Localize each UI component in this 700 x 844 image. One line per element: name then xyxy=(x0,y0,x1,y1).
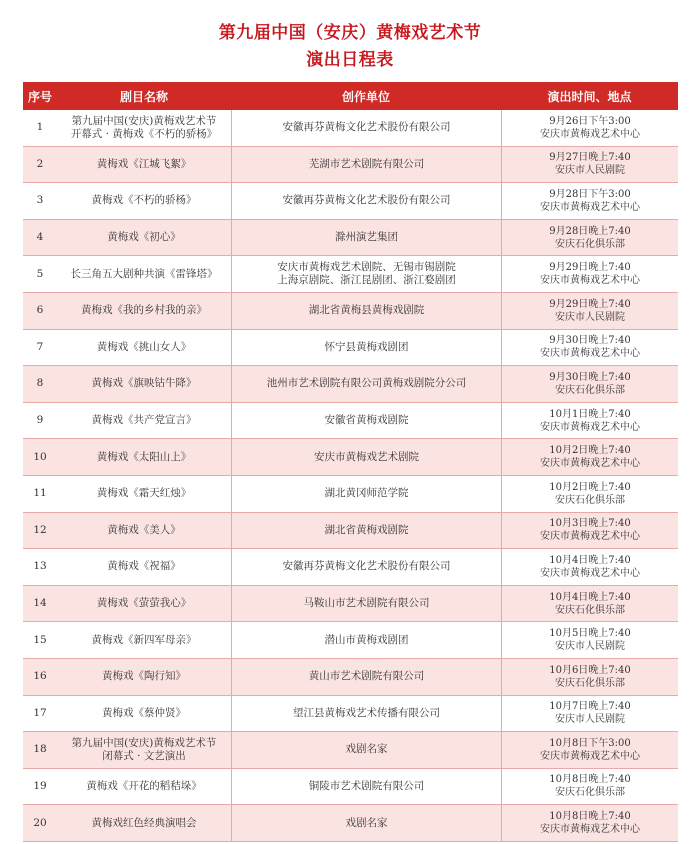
program-name: 黄梅戏《初心》 xyxy=(107,231,181,244)
program-name: 第九届中国(安庆)黄梅戏艺术节 开幕式 · 黄梅戏《不朽的骄杨》 xyxy=(70,114,218,140)
show-time-venue-cell xyxy=(501,659,678,695)
program-name: 长三角五大剧种共演《雷锋塔》 xyxy=(70,267,218,280)
program-name-cell xyxy=(57,183,231,219)
table-row xyxy=(23,513,678,550)
producing-unit: 湖北黄冈师范学院 xyxy=(324,487,409,500)
table-row xyxy=(23,256,678,293)
table-row xyxy=(23,659,678,696)
program-name: 黄梅戏《挑山女人》 xyxy=(96,340,192,353)
show-time-venue: 9月28日下午3:00 安庆市黄梅戏艺术中心 xyxy=(540,188,640,213)
row-number-cell xyxy=(23,147,57,183)
show-time-venue: 9月28日晚上7:40 安庆石化俱乐部 xyxy=(549,225,631,250)
table-row xyxy=(23,805,678,842)
program-name: 黄梅戏《蔡仲贤》 xyxy=(102,706,186,719)
table-row xyxy=(23,769,678,806)
show-time-venue-cell xyxy=(501,622,678,658)
program-name-cell xyxy=(57,439,231,475)
producing-unit-cell xyxy=(231,513,501,549)
producing-unit: 望江县黄梅戏艺术传播有限公司 xyxy=(293,706,440,719)
program-name-cell xyxy=(57,330,231,366)
row-number-cell xyxy=(23,769,57,805)
table-row xyxy=(23,549,678,586)
table-row xyxy=(23,366,678,403)
program-name-cell xyxy=(57,256,231,292)
program-name-cell xyxy=(57,805,231,841)
row-number: 14 xyxy=(33,597,47,610)
producing-unit: 安庆市黄梅戏艺术剧院 xyxy=(314,450,419,463)
program-name: 黄梅戏《陶行知》 xyxy=(102,670,186,683)
program-name-cell xyxy=(57,293,231,329)
producing-unit-cell xyxy=(231,622,501,658)
producing-unit-cell xyxy=(231,769,501,805)
row-number-cell xyxy=(23,366,57,402)
show-time-venue: 10月3日晚上7:40 安庆市黄梅戏艺术中心 xyxy=(540,518,640,543)
row-number: 5 xyxy=(36,267,44,280)
row-number-cell xyxy=(23,696,57,732)
program-name-cell xyxy=(57,696,231,732)
producing-unit: 戏剧名家 xyxy=(345,816,388,829)
producing-unit: 安庆市黄梅戏艺术剧院、无锡市锡剧院 上海京剧院、浙江昆剧团、浙江婺剧团 xyxy=(277,261,456,287)
program-name-cell xyxy=(57,659,231,695)
table-row xyxy=(23,439,678,476)
show-time-venue: 9月30日晚上7:40 安庆市黄梅戏艺术中心 xyxy=(540,335,640,360)
show-time-venue: 10月7日晚上7:40 安庆市人民剧院 xyxy=(549,701,631,726)
producing-unit: 安徽再芬黄梅文化艺术股份有限公司 xyxy=(282,121,451,134)
row-number: 16 xyxy=(33,670,47,683)
row-number: 15 xyxy=(33,633,47,646)
producing-unit: 安徽省黄梅戏剧院 xyxy=(324,414,409,427)
show-time-venue-cell xyxy=(501,110,678,146)
producing-unit-cell xyxy=(231,330,501,366)
show-time-venue-cell xyxy=(501,147,678,183)
row-number: 19 xyxy=(33,779,47,792)
program-name-cell xyxy=(57,513,231,549)
row-number: 2 xyxy=(36,157,44,170)
producing-unit: 湖北省黄梅戏剧院 xyxy=(324,523,409,536)
show-time-venue: 10月1日晚上7:40 安庆市黄梅戏艺术中心 xyxy=(540,408,640,433)
row-number: 6 xyxy=(36,304,44,317)
row-number-cell xyxy=(23,805,57,841)
row-number-cell xyxy=(23,403,57,439)
program-name-cell xyxy=(57,403,231,439)
program-name-cell xyxy=(57,220,231,256)
row-number: 11 xyxy=(33,487,47,500)
row-number-cell xyxy=(23,659,57,695)
table-row xyxy=(23,147,678,184)
producing-unit: 池州市艺术剧院有限公司黄梅戏剧院分公司 xyxy=(266,377,467,390)
show-time-venue: 9月30日晚上7:40 安庆石化俱乐部 xyxy=(549,371,631,396)
row-number-cell xyxy=(23,732,57,768)
program-name: 黄梅戏《我的乡村我的亲》 xyxy=(81,304,207,317)
program-name-cell xyxy=(57,769,231,805)
table-row xyxy=(23,220,678,257)
producing-unit-cell xyxy=(231,220,501,256)
show-time-venue: 10月8日晚上7:40 安庆石化俱乐部 xyxy=(549,774,631,799)
row-number: 20 xyxy=(33,816,47,829)
program-name-cell xyxy=(57,732,231,768)
show-time-venue: 10月6日晚上7:40 安庆石化俱乐部 xyxy=(549,664,631,689)
festival-title: 第九届中国（安庆）黄梅戏艺术节 xyxy=(218,23,482,43)
row-number: 18 xyxy=(33,743,47,756)
row-number-cell xyxy=(23,256,57,292)
producing-unit-cell xyxy=(231,439,501,475)
producing-unit-cell xyxy=(231,147,501,183)
table-row xyxy=(23,183,678,220)
show-time-venue-cell xyxy=(501,366,678,402)
program-name-cell xyxy=(57,476,231,512)
producing-unit-cell xyxy=(231,403,501,439)
table-row xyxy=(23,732,678,769)
table-row xyxy=(23,622,678,659)
producing-unit: 芜湖市艺术剧院有限公司 xyxy=(308,157,425,170)
show-time-venue: 10月8日晚上7:40 安庆市黄梅戏艺术中心 xyxy=(540,811,640,836)
show-time-venue: 9月27日晚上7:40 安庆市人民剧院 xyxy=(549,152,631,177)
program-name: 黄梅戏《祝福》 xyxy=(107,560,181,573)
producing-unit: 戏剧名家 xyxy=(345,743,388,756)
producing-unit-cell xyxy=(231,366,501,402)
header-time: 演出时间、地点 xyxy=(547,89,632,104)
row-number: 12 xyxy=(33,523,47,536)
schedule-table-body xyxy=(23,110,678,842)
producing-unit-cell xyxy=(231,293,501,329)
show-time-venue-cell xyxy=(501,293,678,329)
producing-unit-cell xyxy=(231,659,501,695)
row-number-cell xyxy=(23,476,57,512)
show-time-venue: 10月5日晚上7:40 安庆市人民剧院 xyxy=(549,628,631,653)
show-time-venue-cell xyxy=(501,586,678,622)
table-row xyxy=(23,586,678,623)
show-time-venue: 10月4日晚上7:40 安庆市黄梅戏艺术中心 xyxy=(540,554,640,579)
show-time-venue: 10月4日晚上7:40 安庆石化俱乐部 xyxy=(549,591,631,616)
show-time-venue-cell xyxy=(501,805,678,841)
row-number-cell xyxy=(23,183,57,219)
header-org: 创作单位 xyxy=(341,89,390,104)
producing-unit: 黄山市艺术剧院有限公司 xyxy=(308,670,425,683)
row-number: 4 xyxy=(36,231,44,244)
program-name: 黄梅戏《江城飞絮》 xyxy=(96,157,192,170)
row-number: 8 xyxy=(36,377,44,390)
program-name-cell xyxy=(57,147,231,183)
program-name: 黄梅戏《美人》 xyxy=(107,523,181,536)
table-row xyxy=(23,476,678,513)
producing-unit: 怀宁县黄梅戏剧团 xyxy=(324,340,409,353)
header-num: 序号 xyxy=(27,89,52,104)
row-number: 13 xyxy=(33,560,47,573)
show-time-venue-cell xyxy=(501,769,678,805)
row-number: 3 xyxy=(36,194,44,207)
table-row xyxy=(23,330,678,367)
producing-unit: 铜陵市艺术剧院有限公司 xyxy=(308,779,425,792)
show-time-venue-cell xyxy=(501,549,678,585)
table-header xyxy=(23,82,678,110)
producing-unit-cell xyxy=(231,256,501,292)
table-row xyxy=(23,403,678,440)
show-time-venue: 10月2日晚上7:40 安庆石化俱乐部 xyxy=(549,481,631,506)
program-name: 黄梅戏《新四军母亲》 xyxy=(91,633,197,646)
show-time-venue-cell xyxy=(501,732,678,768)
producing-unit-cell xyxy=(231,549,501,585)
show-time-venue-cell xyxy=(501,256,678,292)
show-time-venue-cell xyxy=(501,696,678,732)
row-number: 1 xyxy=(36,121,44,134)
show-time-venue: 10月8日下午3:00 安庆市黄梅戏艺术中心 xyxy=(540,737,640,762)
producing-unit: 安徽再芬黄梅文化艺术股份有限公司 xyxy=(282,560,451,573)
producing-unit-cell xyxy=(231,732,501,768)
program-name-cell xyxy=(57,110,231,146)
table-row xyxy=(23,696,678,733)
producing-unit-cell xyxy=(231,696,501,732)
producing-unit-cell xyxy=(231,183,501,219)
program-name: 黄梅戏红色经典演唱会 xyxy=(91,816,197,829)
schedule-subtitle: 演出日程表 xyxy=(306,50,394,70)
row-number: 7 xyxy=(36,340,44,353)
producing-unit: 湖北省黄梅县黄梅戏剧院 xyxy=(308,304,425,317)
producing-unit-cell xyxy=(231,110,501,146)
producing-unit: 滁州演艺集团 xyxy=(335,231,398,244)
producing-unit: 潜山市黄梅戏剧团 xyxy=(324,633,409,646)
show-time-venue-cell xyxy=(501,403,678,439)
row-number: 10 xyxy=(33,450,47,463)
producing-unit-cell xyxy=(231,586,501,622)
program-name: 黄梅戏《萤萤我心》 xyxy=(96,597,192,610)
program-name: 黄梅戏《太阳山上》 xyxy=(96,450,192,463)
row-number: 9 xyxy=(36,414,44,427)
show-time-venue-cell xyxy=(501,330,678,366)
producing-unit: 马鞍山市艺术剧院有限公司 xyxy=(303,597,430,610)
program-name-cell xyxy=(57,622,231,658)
program-name-cell xyxy=(57,586,231,622)
show-time-venue: 9月26日下午3:00 安庆市黄梅戏艺术中心 xyxy=(540,115,640,140)
row-number-cell xyxy=(23,110,57,146)
program-name: 黄梅戏《旗映钴牛降》 xyxy=(91,377,197,390)
show-time-venue: 10月2日晚上7:40 安庆市黄梅戏艺术中心 xyxy=(540,445,640,470)
program-name: 黄梅戏《不朽的骄杨》 xyxy=(91,194,197,207)
show-time-venue-cell xyxy=(501,513,678,549)
program-name-cell xyxy=(57,549,231,585)
table-row xyxy=(23,293,678,330)
row-number-cell xyxy=(23,549,57,585)
header-name: 剧目名称 xyxy=(119,89,168,104)
program-name: 黄梅戏《霜天红烛》 xyxy=(96,487,192,500)
row-number: 17 xyxy=(33,706,47,719)
row-number-cell xyxy=(23,220,57,256)
row-number-cell xyxy=(23,439,57,475)
row-number-cell xyxy=(23,293,57,329)
show-time-venue-cell xyxy=(501,439,678,475)
show-time-venue-cell xyxy=(501,476,678,512)
program-name: 黄梅戏《开花的稻秸垛》 xyxy=(86,779,202,792)
table-row xyxy=(23,110,678,147)
show-time-venue-cell xyxy=(501,220,678,256)
row-number-cell xyxy=(23,330,57,366)
producing-unit-cell xyxy=(231,805,501,841)
producing-unit-cell xyxy=(231,476,501,512)
show-time-venue: 9月29日晚上7:40 安庆市人民剧院 xyxy=(549,298,631,323)
producing-unit: 安徽再芬黄梅文化艺术股份有限公司 xyxy=(282,194,451,207)
row-number-cell xyxy=(23,622,57,658)
program-name: 第九届中国(安庆)黄梅戏艺术节 闭幕式 · 文艺演出 xyxy=(71,736,217,762)
show-time-venue-cell xyxy=(501,183,678,219)
program-name-cell xyxy=(57,366,231,402)
row-number-cell xyxy=(23,513,57,549)
show-time-venue: 9月29日晚上7:40 安庆市黄梅戏艺术中心 xyxy=(540,262,640,287)
program-name: 黄梅戏《共产党宣言》 xyxy=(91,414,197,427)
row-number-cell xyxy=(23,586,57,622)
